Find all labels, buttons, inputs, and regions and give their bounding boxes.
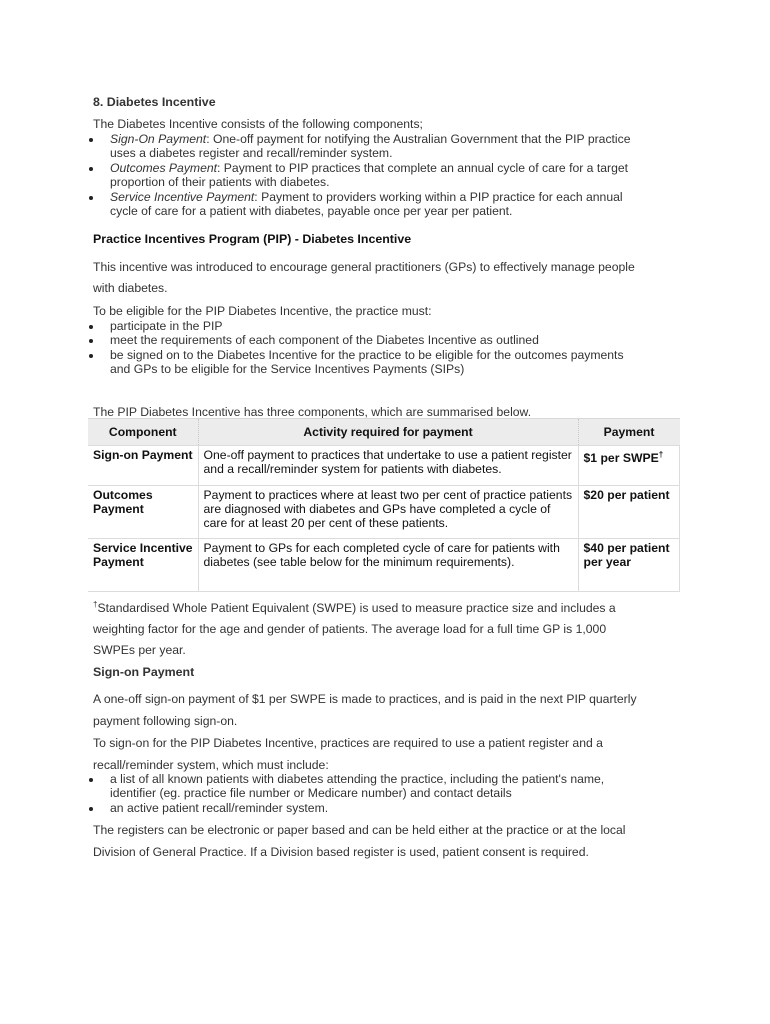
signon-p3-line2: Division of General Practice. If a Division based register is used, patient consent is required.	[93, 845, 589, 859]
bullet-icon	[89, 167, 93, 171]
signon-p2-line2: recall/reminder system, which must include:	[93, 758, 329, 772]
column-header: Payment	[578, 419, 679, 446]
component-cell: Service Incentive Payment	[88, 539, 198, 592]
component-sip-line1: Service Incentive Payment: Payment to providers working within a PIP practice for each annual	[110, 190, 623, 204]
activity-cell: One-off payment to practices that undertake to use a patient register and a recall/reminder system for patients with diabetes.	[198, 446, 578, 486]
components-table	[88, 418, 680, 592]
bullet-icon	[89, 807, 93, 811]
column-header: Activity required for payment	[198, 419, 578, 446]
eligible-item: be signed on to the Diabetes Incentive for the practice to be eligible for the outcomes payments	[110, 348, 624, 362]
pip-heading: Practice Incentives Program (PIP) - Diabetes Incentive	[93, 232, 412, 246]
bullet-icon	[89, 778, 93, 782]
activity-cell: Payment to GPs for each completed cycle of care for patients with diabetes (see table below for the minimum requirements).	[198, 539, 578, 592]
payment-cell: $1 per SWPE†	[578, 446, 679, 486]
table-intro: The PIP Diabetes Incentive has three components, which are summarised below.	[93, 405, 532, 419]
component-sip-line2: cycle of care for a patient with diabetes, payable once per year per patient.	[110, 204, 513, 218]
activity-cell: Payment to practices where at least two per cent of practice patients are diagnosed with diabetes and GPs have completed a cycle of care for at least 20 per cent of these patients.	[198, 486, 578, 539]
eligible-item-cont: and GPs to be eligible for the Service Incentives Payments (SIPs)	[110, 362, 465, 376]
eligible-item: participate in the PIP	[110, 319, 223, 333]
component-cell: Outcomes Payment	[88, 486, 198, 539]
section-intro: The Diabetes Incentive consists of the following components;	[93, 117, 423, 131]
footnote-line1: †Standardised Whole Patient Equivalent (SWPE) is used to measure practice size and includes a	[93, 600, 616, 616]
bullet-icon	[89, 354, 93, 358]
component-outcomes-line2: proportion of their patients with diabetes.	[110, 175, 330, 189]
component-signon-line2: uses a diabetes register and recall/reminder system.	[110, 146, 393, 160]
section-heading: 8. Diabetes Incentive	[93, 95, 216, 109]
payment-cell: $20 per patient	[578, 486, 679, 539]
component-signon-line1: Sign-On Payment: One-off payment for notifying the Australian Government that the PIP practice	[110, 132, 631, 146]
component-outcomes-line1: Outcomes Payment: Payment to PIP practices that complete an annual cycle of care for a target	[110, 161, 629, 175]
signon-item: an active patient recall/reminder system.	[110, 801, 329, 815]
pip-para1-line2: with diabetes.	[93, 281, 168, 295]
column-header: Component	[88, 419, 198, 446]
bullet-icon	[89, 138, 93, 142]
table-header-row	[88, 419, 680, 446]
table-row	[88, 486, 680, 539]
signon-p2-line1: To sign-on for the PIP Diabetes Incentive, practices are required to use a patient register and a	[93, 736, 603, 750]
eligible-intro: To be eligible for the PIP Diabetes Incentive, the practice must:	[93, 304, 432, 318]
signon-p1-line2: payment following sign-on.	[93, 714, 238, 728]
table-row	[88, 446, 680, 486]
bullet-icon	[89, 196, 93, 200]
eligible-item: meet the requirements of each component of the Diabetes Incentive as outlined	[110, 333, 539, 347]
signon-item: a list of all known patients with diabetes attending the practice, including the patient's name,	[110, 772, 605, 786]
signon-p1-line1: A one-off sign-on payment of $1 per SWPE is made to practices, and is paid in the next PIP quarterly	[93, 692, 637, 706]
signon-item-cont: identifier (eg. practice file number or Medicare number) and contact details	[110, 786, 512, 800]
pip-para1-line1: This incentive was introduced to encourage general practitioners (GPs) to effectively manage people	[93, 260, 635, 274]
table-row	[88, 539, 680, 592]
footnote-line3: SWPEs per year.	[93, 643, 186, 657]
footnote-line2: weighting factor for the age and gender of patients. The average load for a full time GP is 1,000	[93, 622, 607, 636]
payment-cell: $40 per patient per year	[578, 539, 679, 592]
signon-heading: Sign-on Payment	[93, 665, 195, 679]
bullet-icon	[89, 325, 93, 329]
signon-p3-line1: The registers can be electronic or paper based and can be held either at the practice or at the local	[93, 823, 626, 837]
bullet-icon	[89, 339, 93, 343]
component-cell: Sign-on Payment	[88, 446, 198, 486]
